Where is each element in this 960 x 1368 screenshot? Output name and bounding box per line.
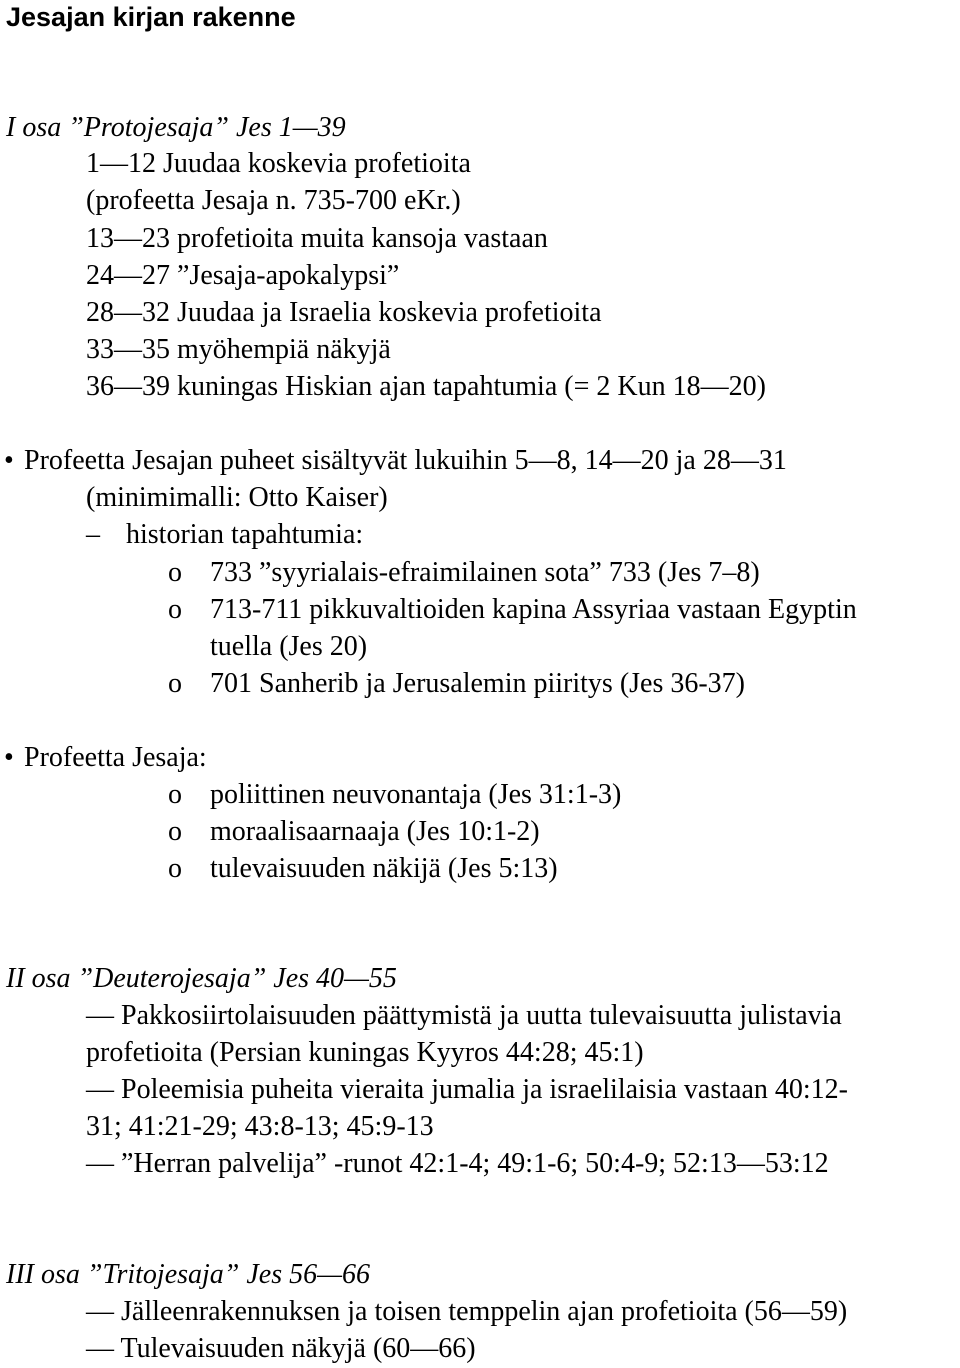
part2-line: 31; 41:21-29; 43:8-13; 45:9-13: [86, 1111, 434, 1142]
part1-line: 36—39 kuningas Hiskian ajan tapahtumia (= 2 Kun 18—20): [86, 371, 766, 402]
part1-line: (profeetta Jesaja n. 735-700 eKr.): [86, 185, 461, 216]
part1-line: 28—32 Juudaa ja Israelia koskevia profetioita: [86, 297, 602, 328]
bullet-symbol: •: [4, 445, 14, 476]
part1-heading: I osa ”Protojesaja” Jes 1—39: [6, 112, 346, 143]
sub-bullet-marker: o: [168, 557, 182, 588]
part1-line: 24—27 ”Jesaja-apokalypsi”: [86, 260, 400, 291]
part2-line: — ”Herran palvelija” -runot 42:1-4; 49:1-6; 50:4-9; 52:13—53:12: [86, 1148, 829, 1179]
part3-line: — Tulevaisuuden näkyjä (60—66): [86, 1333, 476, 1364]
part3-line: — Jälleenrakennuksen ja toisen temppelin ajan profetioita (56—59): [86, 1296, 848, 1327]
part3-heading: III osa ”Tritojesaja” Jes 56—66: [6, 1259, 371, 1290]
part2-line: — Pakkosiirtolaisuuden päättymistä ja uutta tulevaisuutta julistavia: [86, 1000, 842, 1031]
bullet-symbol: •: [4, 742, 14, 773]
sub-bullet-text: 701 Sanherib ja Jerusalemin piiritys (Jes 36-37): [210, 668, 746, 699]
sub-bullet-text: 713-711 pikkuvaltioiden kapina Assyriaa vastaan Egyptin: [210, 594, 857, 625]
sub-bullet-text: 733 ”syyrialais-efraimilainen sota” 733 (Jes 7–8): [210, 557, 760, 588]
sub-bullet-text: tuella (Jes 20): [210, 631, 368, 662]
sub-text: historian tapahtumia:: [126, 519, 364, 550]
bullet-item: [4, 444, 787, 478]
bullet-text: Profeetta Jesajan puheet sisältyvät lukuihin 5—8, 14—20 ja 28—31: [24, 445, 787, 476]
sub-list-item: [86, 518, 363, 552]
sub-bullet-marker: o: [168, 853, 182, 884]
bullet-item: [4, 741, 207, 775]
part1-line: 1—12 Juudaa koskevia profetioita: [86, 148, 471, 179]
page-title: Jesajan kirjan rakenne: [6, 2, 296, 32]
part2-heading: II osa ”Deuterojesaja” Jes 40—55: [6, 963, 397, 994]
sub-bullet-marker: o: [168, 779, 182, 810]
sub-bullet-text: tulevaisuuden näkijä (Jes 5:13): [210, 853, 558, 884]
sub-bullet-marker: o: [168, 668, 182, 699]
bullet-continuation: (minimimalli: Otto Kaiser): [86, 482, 388, 513]
part2-line: — Poleemisia puheita vieraita jumalia ja israelilaisia vastaan 40:12-: [86, 1074, 848, 1105]
sub-dash: –: [86, 519, 100, 550]
sub-bullet-marker: o: [168, 816, 182, 847]
sub-bullet-marker: o: [168, 594, 182, 625]
bullet-text: Profeetta Jesaja:: [24, 742, 207, 773]
part2-line: profetioita (Persian kuningas Kyyros 44:28; 45:1): [86, 1037, 644, 1068]
sub-bullet-text: poliittinen neuvonantaja (Jes 31:1-3): [210, 779, 622, 810]
part1-line: 13—23 profetioita muita kansoja vastaan: [86, 223, 548, 254]
part1-line: 33—35 myöhempiä näkyjä: [86, 334, 391, 365]
sub-bullet-text: moraalisaarnaaja (Jes 10:1-2): [210, 816, 540, 847]
